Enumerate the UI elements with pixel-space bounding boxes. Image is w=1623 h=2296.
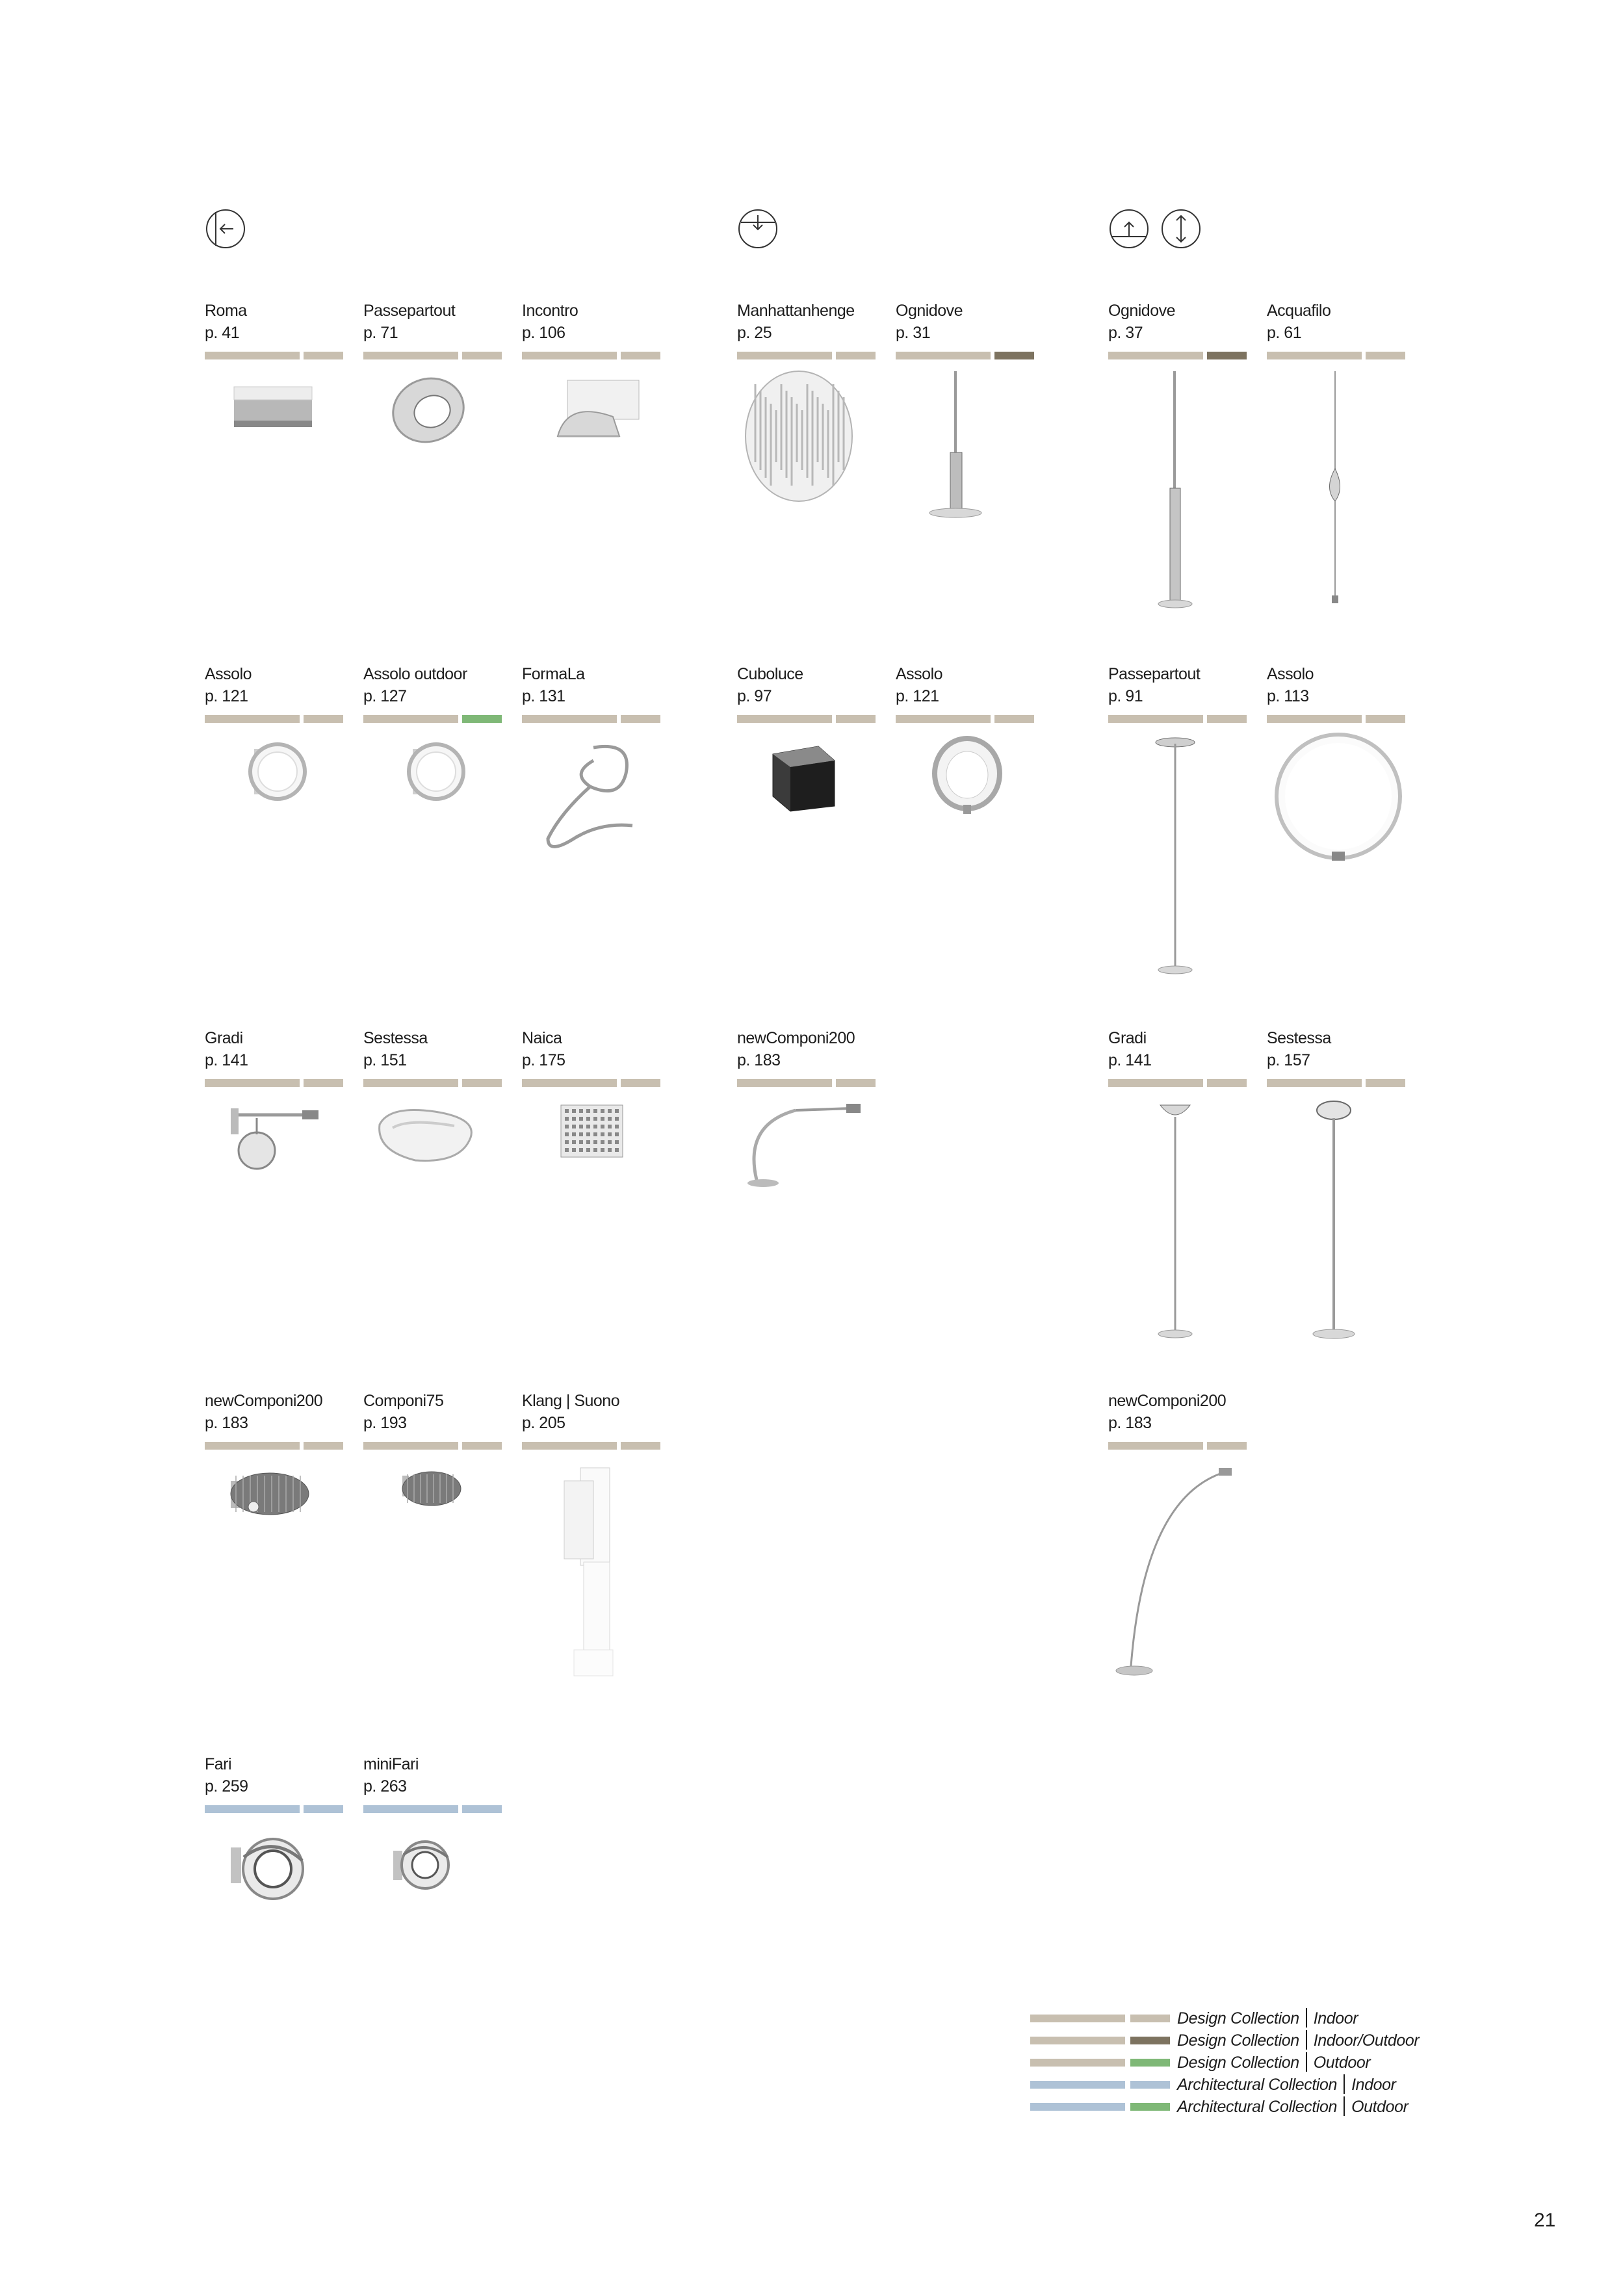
product-item — [737, 663, 877, 995]
shell-lamp-image — [363, 1099, 503, 1359]
product-name: Klang | Suono — [522, 1392, 620, 1410]
arc-floor-lamp-image — [1108, 1461, 1248, 1721]
legend-use-bar — [1130, 2081, 1170, 2089]
legend-collection-bar — [1030, 2103, 1125, 2111]
product-item — [1267, 1027, 1407, 1359]
use-bar — [304, 352, 343, 359]
arc-ceiling-lamp-image — [737, 1099, 877, 1359]
collection-bars — [522, 715, 662, 723]
legend-separator — [1306, 2030, 1307, 2050]
product-name: Passepartout — [363, 302, 456, 320]
use-bar — [621, 352, 660, 359]
legend-collection-bar — [1030, 2081, 1125, 2089]
product-item — [737, 1027, 877, 1359]
collection-bar — [1108, 1442, 1203, 1450]
product-item — [522, 1390, 662, 1721]
curve-wall-lamp-image — [522, 371, 662, 631]
drop-pole-lamp-image — [1267, 371, 1407, 631]
arm-wall-lamp-image — [205, 1099, 344, 1359]
product-name: Assolo outdoor — [363, 665, 467, 683]
product-name: Roma — [205, 302, 247, 320]
product-page-ref[interactable]: p. 121 — [896, 687, 939, 705]
big-ring-lamp-image — [1267, 735, 1407, 995]
product-page-ref[interactable]: p. 31 — [896, 324, 931, 342]
collection-bars — [896, 352, 1035, 359]
product-item — [363, 1390, 503, 1721]
product-page-ref[interactable]: p. 183 — [737, 1051, 781, 1069]
collection-bar — [896, 715, 991, 723]
collection-bars — [522, 1079, 662, 1087]
product-item — [522, 1027, 662, 1359]
product-name: Manhattanhenge — [737, 302, 855, 320]
bowl-floor-lamp-image — [1267, 1099, 1407, 1359]
product-page-ref[interactable]: p. 205 — [522, 1414, 565, 1432]
legend-label — [1177, 2074, 1396, 2096]
collection-bar — [363, 352, 458, 359]
legend-use: Outdoor — [1313, 2054, 1371, 2072]
spot-lamp-image — [205, 1825, 344, 2085]
use-bar — [836, 352, 876, 359]
disc-lamp-image — [896, 735, 1035, 995]
product-item — [205, 1027, 344, 1359]
product-name: newComponi200 — [737, 1029, 855, 1047]
product-page-ref[interactable]: p. 141 — [1108, 1051, 1152, 1069]
product-page-ref[interactable]: p. 41 — [205, 324, 240, 342]
legend-collection: Architectural Collection — [1177, 2076, 1338, 2094]
collection-bar — [522, 1079, 617, 1087]
collection-bars — [1108, 715, 1248, 723]
use-bar — [836, 715, 876, 723]
product-item — [205, 1753, 344, 2085]
tall-pole-lamp-image — [1108, 371, 1248, 631]
product-name: miniFari — [363, 1755, 419, 1773]
oval-lamp-image — [737, 371, 877, 631]
uplight-floor-lamp-image — [1108, 735, 1248, 995]
legend-label — [1177, 2029, 1419, 2052]
legend-separator — [1306, 2008, 1307, 2028]
legend-row — [1030, 2052, 1446, 2074]
use-bar — [462, 1442, 502, 1450]
legend-label — [1177, 2096, 1409, 2118]
use-bar — [304, 715, 343, 723]
product-name: Assolo — [1267, 665, 1314, 683]
product-page-ref[interactable]: p. 157 — [1267, 1051, 1310, 1069]
use-bar — [304, 1805, 343, 1813]
use-bar — [1366, 352, 1405, 359]
product-name: Ognidove — [1108, 302, 1176, 320]
collection-bar — [1267, 1079, 1362, 1087]
product-page-ref[interactable]: p. 183 — [205, 1414, 248, 1432]
box-lamp-image — [205, 371, 344, 631]
legend-use: Indoor/Outdoor — [1313, 2031, 1420, 2050]
legend-use-bar — [1130, 2015, 1170, 2022]
product-item — [363, 300, 503, 631]
product-name: Assolo — [205, 665, 252, 683]
legend-collection-bar — [1030, 2059, 1125, 2067]
legend-use-bar — [1130, 2037, 1170, 2044]
product-page-ref[interactable]: p. 151 — [363, 1051, 407, 1069]
product-item — [1108, 663, 1248, 995]
collection-bar — [363, 715, 458, 723]
use-bar — [1207, 715, 1247, 723]
product-name: newComponi200 — [205, 1392, 323, 1410]
product-page-ref[interactable]: p. 183 — [1108, 1414, 1152, 1432]
legend-row — [1030, 2029, 1446, 2052]
use-bar — [1366, 715, 1405, 723]
wall-mount-icon — [205, 208, 246, 250]
collection-bars — [1108, 1079, 1248, 1087]
collection-bars — [363, 352, 503, 359]
use-bar — [462, 352, 502, 359]
collection-bar — [205, 715, 300, 723]
product-item — [1267, 663, 1407, 995]
use-bar — [994, 352, 1034, 359]
product-name: newComponi200 — [1108, 1392, 1227, 1410]
collection-bar — [363, 1079, 458, 1087]
legend-use: Indoor — [1351, 2076, 1396, 2094]
collection-bars — [737, 1079, 877, 1087]
use-bar — [621, 1079, 660, 1087]
product-item — [205, 1390, 344, 1721]
floor-mount-icon — [1108, 208, 1150, 250]
product-name: Componi75 — [363, 1392, 444, 1410]
legend-label — [1177, 2007, 1358, 2029]
product-page-ref[interactable]: p. 259 — [205, 1777, 248, 1795]
collection-bar — [737, 1079, 832, 1087]
mesh-wall-lamp-image — [205, 1461, 344, 1721]
product-name: Gradi — [205, 1029, 243, 1047]
product-page-ref[interactable]: p. 175 — [522, 1051, 565, 1069]
use-bar — [462, 715, 502, 723]
product-page-ref[interactable]: p. 37 — [1108, 324, 1143, 342]
legend-row — [1030, 2074, 1446, 2096]
product-page-ref[interactable]: p. 97 — [737, 687, 772, 705]
collection-bar — [205, 1805, 300, 1813]
cup-floor-lamp-image — [1108, 1099, 1248, 1359]
product-item — [896, 300, 1035, 631]
collection-bars — [205, 352, 344, 359]
product-item — [205, 663, 344, 995]
product-item — [522, 663, 662, 995]
collection-bar — [205, 352, 300, 359]
product-item — [896, 663, 1035, 995]
collection-bars — [522, 352, 662, 359]
collection-bar — [1267, 352, 1362, 359]
use-bar — [1207, 352, 1247, 359]
product-item — [1108, 1390, 1248, 1721]
product-name: Gradi — [1108, 1029, 1147, 1047]
small-spot-lamp-image — [363, 1825, 503, 2085]
use-bar — [621, 1442, 660, 1450]
product-page-ref[interactable]: p. 193 — [363, 1414, 407, 1432]
product-page-ref[interactable]: p. 131 — [522, 687, 565, 705]
legend-use-bar — [1130, 2103, 1170, 2111]
product-name: Naica — [522, 1029, 562, 1047]
collection-bars — [205, 1442, 344, 1450]
legend-use: Indoor — [1313, 2009, 1358, 2028]
use-bar — [304, 1079, 343, 1087]
product-item — [363, 1753, 503, 2085]
collection-bar — [1108, 352, 1203, 359]
collection-bar — [205, 1442, 300, 1450]
collection-bar — [737, 352, 832, 359]
cube-lamp-image — [737, 735, 877, 995]
product-name: FormaLa — [522, 665, 585, 683]
product-page-ref[interactable]: p. 263 — [363, 1777, 407, 1795]
use-bar — [462, 1079, 502, 1087]
use-bar — [1207, 1079, 1247, 1087]
product-page-ref[interactable]: p. 127 — [363, 687, 407, 705]
use-bar — [836, 1079, 876, 1087]
legend-use: Outdoor — [1351, 2098, 1409, 2116]
short-pole-lamp-image — [896, 371, 1035, 631]
product-name: Sestessa — [363, 1029, 428, 1047]
product-page-ref[interactable]: p. 71 — [363, 324, 398, 342]
collection-bar — [1108, 1079, 1203, 1087]
product-item — [1267, 300, 1407, 631]
small-ring-lamp-image — [205, 735, 344, 995]
product-name: Passepartout — [1108, 665, 1201, 683]
collection-bars — [737, 352, 877, 359]
product-name: Assolo — [896, 665, 943, 683]
use-bar — [621, 715, 660, 723]
collection-bars — [1267, 352, 1407, 359]
collection-bars — [896, 715, 1035, 723]
small-mesh-lamp-image — [363, 1461, 503, 1721]
legend-collection: Architectural Collection — [1177, 2098, 1338, 2116]
collection-legend — [1030, 2007, 1446, 2118]
product-page-ref[interactable]: p. 121 — [205, 687, 248, 705]
collection-bars — [1108, 1442, 1248, 1450]
product-page-ref[interactable]: p. 25 — [737, 324, 772, 342]
collection-bar — [896, 352, 991, 359]
collection-bar — [522, 715, 617, 723]
legend-separator — [1306, 2052, 1307, 2072]
use-bar — [304, 1442, 343, 1450]
collection-bar — [363, 1805, 458, 1813]
collection-bars — [522, 1442, 662, 1450]
product-name: Cuboluce — [737, 665, 803, 683]
product-page-ref[interactable]: p. 91 — [1108, 687, 1143, 705]
page-number: 21 — [1534, 2210, 1556, 2231]
product-page-ref[interactable]: p. 141 — [205, 1051, 248, 1069]
legend-row — [1030, 2007, 1446, 2029]
use-bar — [462, 1805, 502, 1813]
collection-bar — [522, 352, 617, 359]
collection-bars — [1267, 1079, 1407, 1087]
small-ring-lamp-image — [363, 735, 503, 995]
legend-use-bar — [1130, 2059, 1170, 2067]
product-item — [522, 300, 662, 631]
product-page-ref[interactable]: p. 113 — [1267, 687, 1309, 705]
product-item — [1108, 1027, 1248, 1359]
product-item — [205, 300, 344, 631]
height-adjust-icon — [1160, 208, 1202, 250]
panel-lamp-image — [522, 1461, 662, 1721]
collection-bars — [205, 1079, 344, 1087]
product-name: Fari — [205, 1755, 232, 1773]
collection-bars — [1267, 715, 1407, 723]
product-page-ref[interactable]: p. 106 — [522, 324, 565, 342]
legend-separator — [1344, 2074, 1345, 2094]
collection-bar — [205, 1079, 300, 1087]
product-item — [363, 1027, 503, 1359]
collection-bars — [363, 1079, 503, 1087]
legend-collection-bar — [1030, 2015, 1125, 2022]
collection-bar — [363, 1442, 458, 1450]
collection-bar — [1108, 715, 1203, 723]
legend-collection: Design Collection — [1177, 2009, 1299, 2028]
collection-bar — [737, 715, 832, 723]
ribbon-lamp-image — [522, 735, 662, 995]
product-name: Ognidove — [896, 302, 963, 320]
collection-bars — [363, 1805, 503, 1813]
product-item — [737, 300, 877, 631]
legend-collection-bar — [1030, 2037, 1125, 2044]
legend-separator — [1344, 2096, 1345, 2116]
crystal-lamp-image — [522, 1099, 662, 1359]
product-name: Acquafilo — [1267, 302, 1331, 320]
collection-bars — [363, 1442, 503, 1450]
legend-collection: Design Collection — [1177, 2054, 1299, 2072]
collection-bars — [737, 715, 877, 723]
product-item — [1108, 300, 1248, 631]
collection-bar — [1267, 715, 1362, 723]
product-name: Sestessa — [1267, 1029, 1331, 1047]
use-bar — [1366, 1079, 1405, 1087]
legend-collection: Design Collection — [1177, 2031, 1299, 2050]
product-item — [363, 663, 503, 995]
product-page-ref[interactable]: p. 61 — [1267, 324, 1302, 342]
ceiling-mount-icon — [737, 208, 779, 250]
use-bar — [1207, 1442, 1247, 1450]
collection-bar — [522, 1442, 617, 1450]
product-name: Incontro — [522, 302, 578, 320]
collection-bars — [205, 715, 344, 723]
collection-bars — [205, 1805, 344, 1813]
use-bar — [994, 715, 1034, 723]
legend-row — [1030, 2096, 1446, 2118]
collection-bars — [1108, 352, 1248, 359]
collection-bars — [363, 715, 503, 723]
legend-label — [1177, 2052, 1370, 2074]
ring-lamp-image — [363, 371, 503, 631]
